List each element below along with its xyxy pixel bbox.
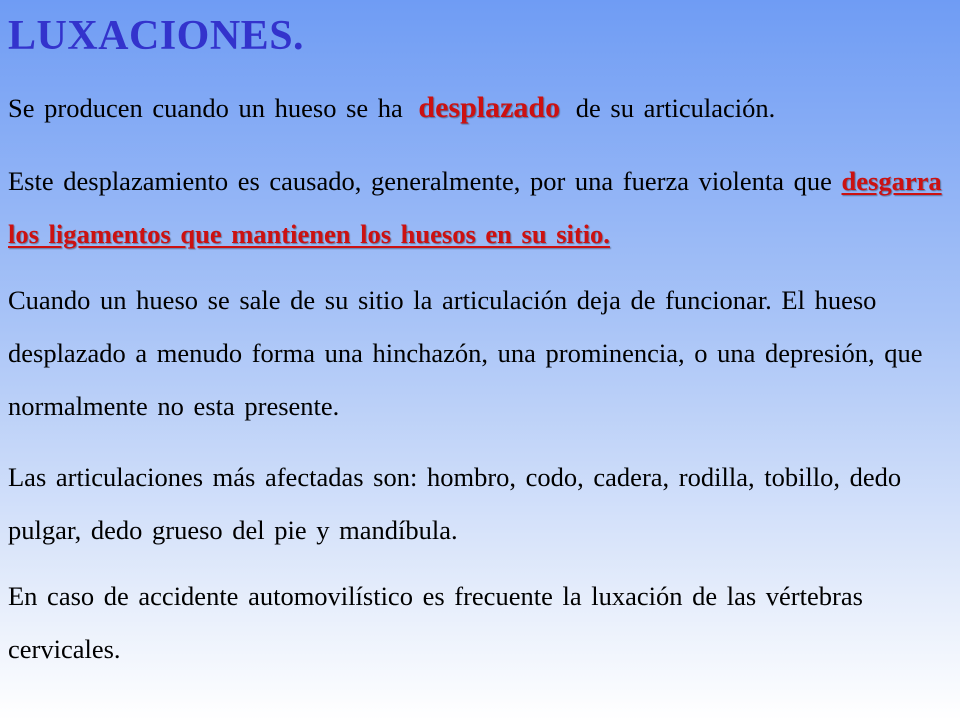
paragraph-definition (8, 81, 952, 135)
paragraph-symptoms: Cuando un hueso se sale de su sitio la articulación deja de funcionar. El hueso desplazado a menudo forma una hinchazón, una prominencia, o una depresión, que normalmente no esta presente. (8, 285, 923, 421)
p2-highlight: desgarra los ligamentos que mantienen los huesos en su sitio. (8, 166, 942, 249)
p1-text-after: de su articulación. (575, 93, 776, 123)
p2-text-before: Este desplazamiento es causado, generalmente, por una fuerza violenta que (8, 166, 832, 196)
slide (8, 0, 952, 720)
paragraph-cause (8, 155, 952, 261)
paragraph-affected-joints: Las articulaciones más afectadas son: hombro, codo, cadera, rodilla, tobillo, dedo pulgar, dedo grueso del pie y mandíbula. (8, 462, 902, 545)
slide-title: LUXACIONES. (8, 13, 305, 59)
paragraph-car-accident: En caso de accidente automovilístico es frecuente la luxación de las vértebras cervicales. (8, 581, 863, 664)
p1-text-before: Se producen cuando un hueso se ha (8, 93, 403, 123)
p1-highlight: desplazado (418, 91, 561, 124)
